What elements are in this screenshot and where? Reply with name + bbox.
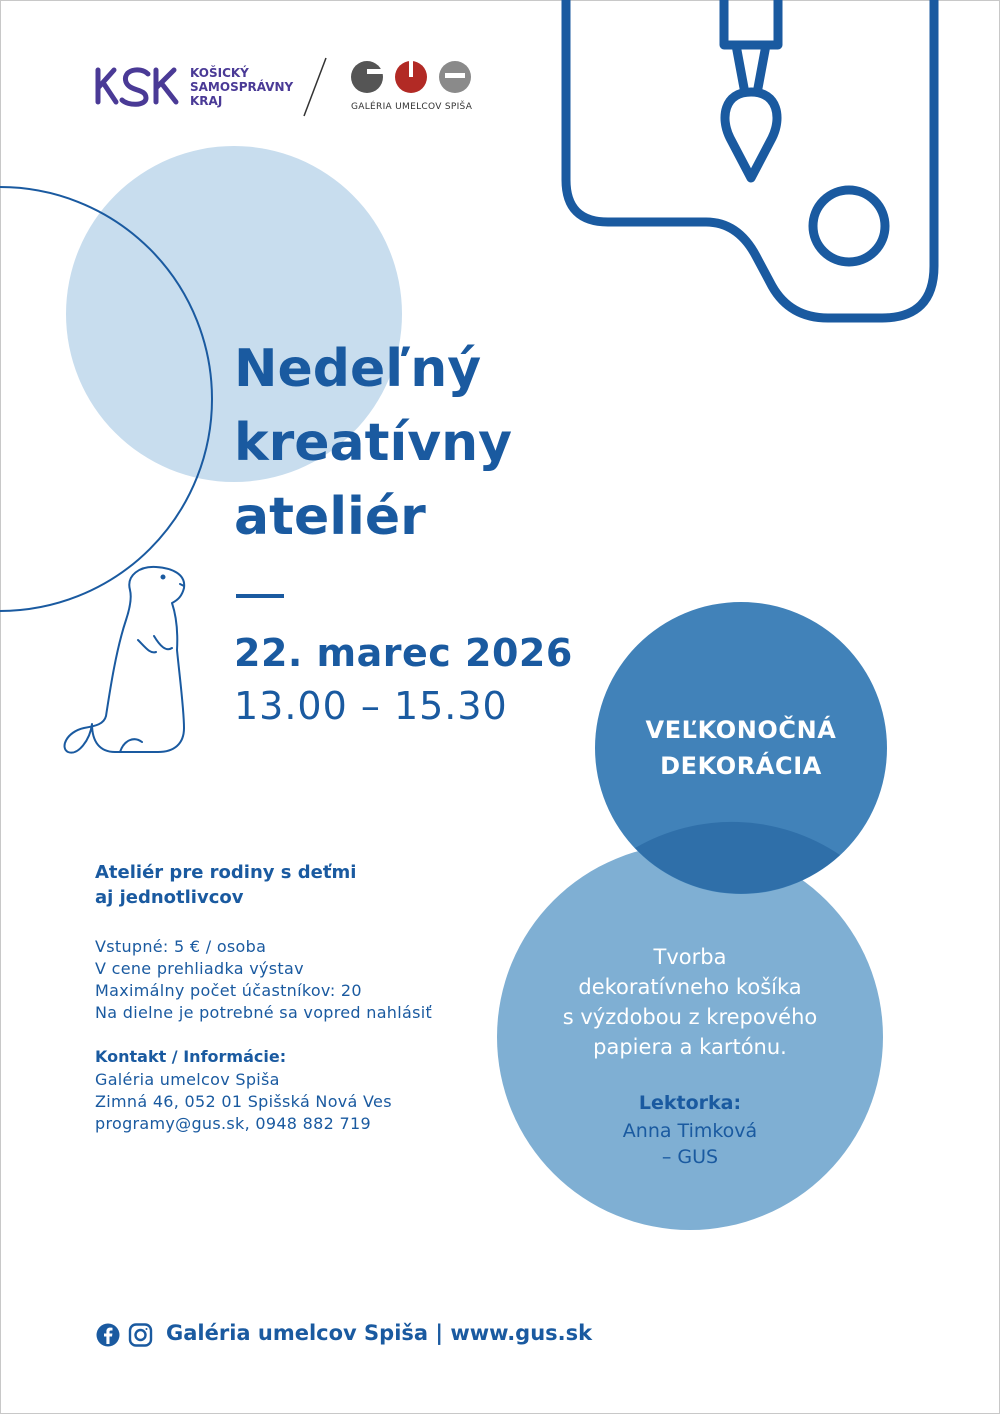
detail-capacity: Maximálny počet účastníkov: 20 bbox=[95, 981, 362, 1000]
contact-heading: Kontakt / Informácie: bbox=[95, 1047, 287, 1066]
ksk-logo-mark bbox=[98, 70, 176, 104]
event-details bbox=[95, 936, 432, 1024]
ksk-line-2: SAMOSPRÁVNY bbox=[190, 80, 294, 94]
topic-line-2: DEKORÁCIA bbox=[660, 752, 822, 780]
lecturer-line-2: – GUS bbox=[661, 1146, 719, 1168]
detail-fee: Vstupné: 5 € / osoba bbox=[95, 937, 267, 956]
lecturer-name bbox=[520, 1118, 860, 1170]
title-line-3: ateliér bbox=[234, 487, 426, 547]
desc-line-2: dekoratívneho košíka bbox=[578, 975, 802, 999]
desc-line-3: s výzdobou z krepového bbox=[562, 1005, 818, 1029]
ksk-line-1: KOŠICKÝ bbox=[190, 66, 249, 80]
title-line-1: Nedeľný bbox=[234, 339, 482, 399]
topic-line-1: VEĽKONOČNÁ bbox=[645, 716, 837, 744]
contact-email-phone[interactable]: programy@gus.sk, 0948 882 719 bbox=[95, 1114, 371, 1133]
gus-logo-mark bbox=[351, 59, 471, 93]
title-divider bbox=[236, 594, 284, 598]
social-icons bbox=[96, 1323, 154, 1347]
desc-line-4: papiera a kartónu. bbox=[593, 1035, 787, 1059]
contact-address: Zimná 46, 052 01 Spišská Nová Ves bbox=[95, 1092, 392, 1111]
event-date: 22. marec 2026 bbox=[234, 631, 573, 675]
instagram-icon[interactable] bbox=[130, 1325, 151, 1346]
audience-line-2: aj jednotlivcov bbox=[95, 887, 244, 908]
workshop-description bbox=[520, 942, 860, 1062]
lecturer-line-1: Anna Timková bbox=[622, 1120, 758, 1142]
desc-line-1: Tvorba bbox=[653, 945, 727, 969]
logo-divider bbox=[304, 58, 326, 116]
detail-registration: Na dielne je potrebné sa vopred nahlásiť bbox=[95, 1003, 433, 1022]
title-line-2: kreatívny bbox=[234, 413, 513, 473]
workshop-topic bbox=[595, 712, 887, 784]
audience-heading bbox=[95, 860, 356, 910]
event-time: 13.00 – 15.30 bbox=[234, 684, 508, 728]
footer-text[interactable]: Galéria umelcov Spiša | www.gus.sk bbox=[166, 1321, 593, 1345]
contact-info bbox=[95, 1069, 392, 1135]
gus-logo-text: GALÉRIA UMELCOV SPIŠA bbox=[351, 102, 473, 112]
page-title bbox=[234, 332, 512, 554]
ksk-line-3: KRAJ bbox=[190, 94, 223, 108]
facebook-icon[interactable] bbox=[97, 1324, 120, 1347]
contact-org: Galéria umelcov Spiša bbox=[95, 1070, 280, 1089]
audience-line-1: Ateliér pre rodiny s deťmi bbox=[95, 862, 357, 883]
lecturer-label: Lektorka: bbox=[638, 1092, 742, 1114]
ksk-logo-text bbox=[190, 66, 293, 108]
detail-includes: V cene prehliadka výstav bbox=[95, 959, 304, 978]
palette-brush-icon bbox=[566, 0, 934, 318]
